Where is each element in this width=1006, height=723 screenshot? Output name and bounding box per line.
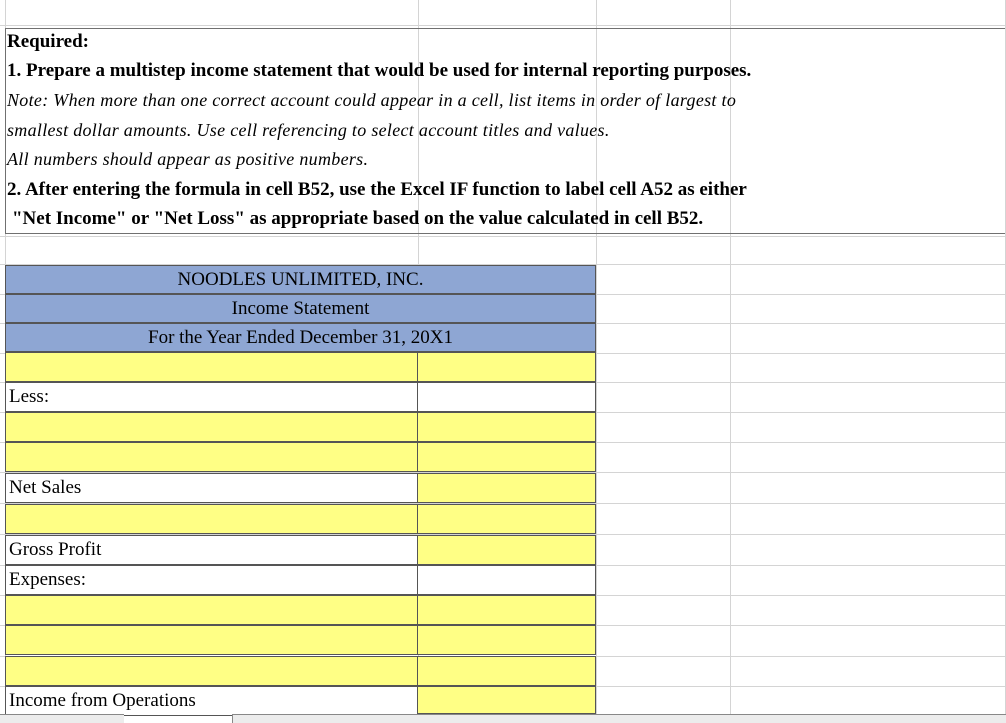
required-heading: Required: bbox=[7, 31, 89, 52]
grid-line bbox=[0, 25, 1006, 26]
less-label: Less: bbox=[5, 382, 418, 412]
gross-profit-label: Gross Profit bbox=[5, 535, 418, 565]
instruction-item-2-line-2: "Net Income" or "Net Loss" as appropriate based on the value calculated in cell B52. bbox=[12, 208, 704, 229]
blank-cell bbox=[417, 565, 596, 595]
account-input-cell[interactable] bbox=[5, 352, 418, 382]
amount-input-cell[interactable] bbox=[417, 412, 596, 442]
income-from-operations-amount-cell[interactable] bbox=[417, 686, 596, 714]
amount-input-cell[interactable] bbox=[417, 442, 596, 472]
account-input-cell[interactable] bbox=[5, 442, 418, 472]
account-input-cell[interactable] bbox=[5, 412, 418, 442]
expenses-label: Expenses: bbox=[5, 565, 418, 595]
amount-input-cell[interactable] bbox=[417, 595, 596, 625]
company-name: NOODLES UNLIMITED, INC. bbox=[5, 265, 596, 294]
account-input-cell[interactable] bbox=[5, 504, 418, 534]
amount-input-cell[interactable] bbox=[417, 656, 596, 686]
instruction-item-1: 1. Prepare a multistep income statement that would be used for internal reporting purposes. bbox=[7, 60, 752, 81]
instruction-note-line-1: Note: When more than one correct account could appear in a cell, list items in order of largest to bbox=[7, 90, 737, 110]
amount-input-cell[interactable] bbox=[417, 504, 596, 534]
income-from-operations-label: Income from Operations bbox=[5, 686, 418, 716]
account-input-cell[interactable] bbox=[5, 656, 418, 686]
account-input-cell[interactable] bbox=[5, 625, 418, 655]
statement-period: For the Year Ended December 31, 20X1 bbox=[5, 323, 596, 352]
instruction-item-2-line-1: 2. After entering the formula in cell B52, use the Excel IF function to label cell A52 as either bbox=[7, 179, 747, 200]
amount-input-cell[interactable] bbox=[417, 352, 596, 382]
net-sales-amount-cell[interactable] bbox=[417, 473, 596, 503]
statement-title: Income Statement bbox=[5, 294, 596, 323]
gross-profit-amount-cell[interactable] bbox=[417, 535, 596, 565]
account-input-cell[interactable] bbox=[5, 595, 418, 625]
instruction-note-line-2: smallest dollar amounts. Use cell referencing to select account titles and values. bbox=[7, 120, 610, 140]
grid-line bbox=[0, 236, 1006, 237]
amount-input-cell[interactable] bbox=[417, 625, 596, 655]
net-sales-label: Net Sales bbox=[5, 473, 418, 503]
instruction-note-line-3: All numbers should appear as positive numbers. bbox=[7, 149, 369, 169]
blank-cell bbox=[417, 382, 596, 412]
